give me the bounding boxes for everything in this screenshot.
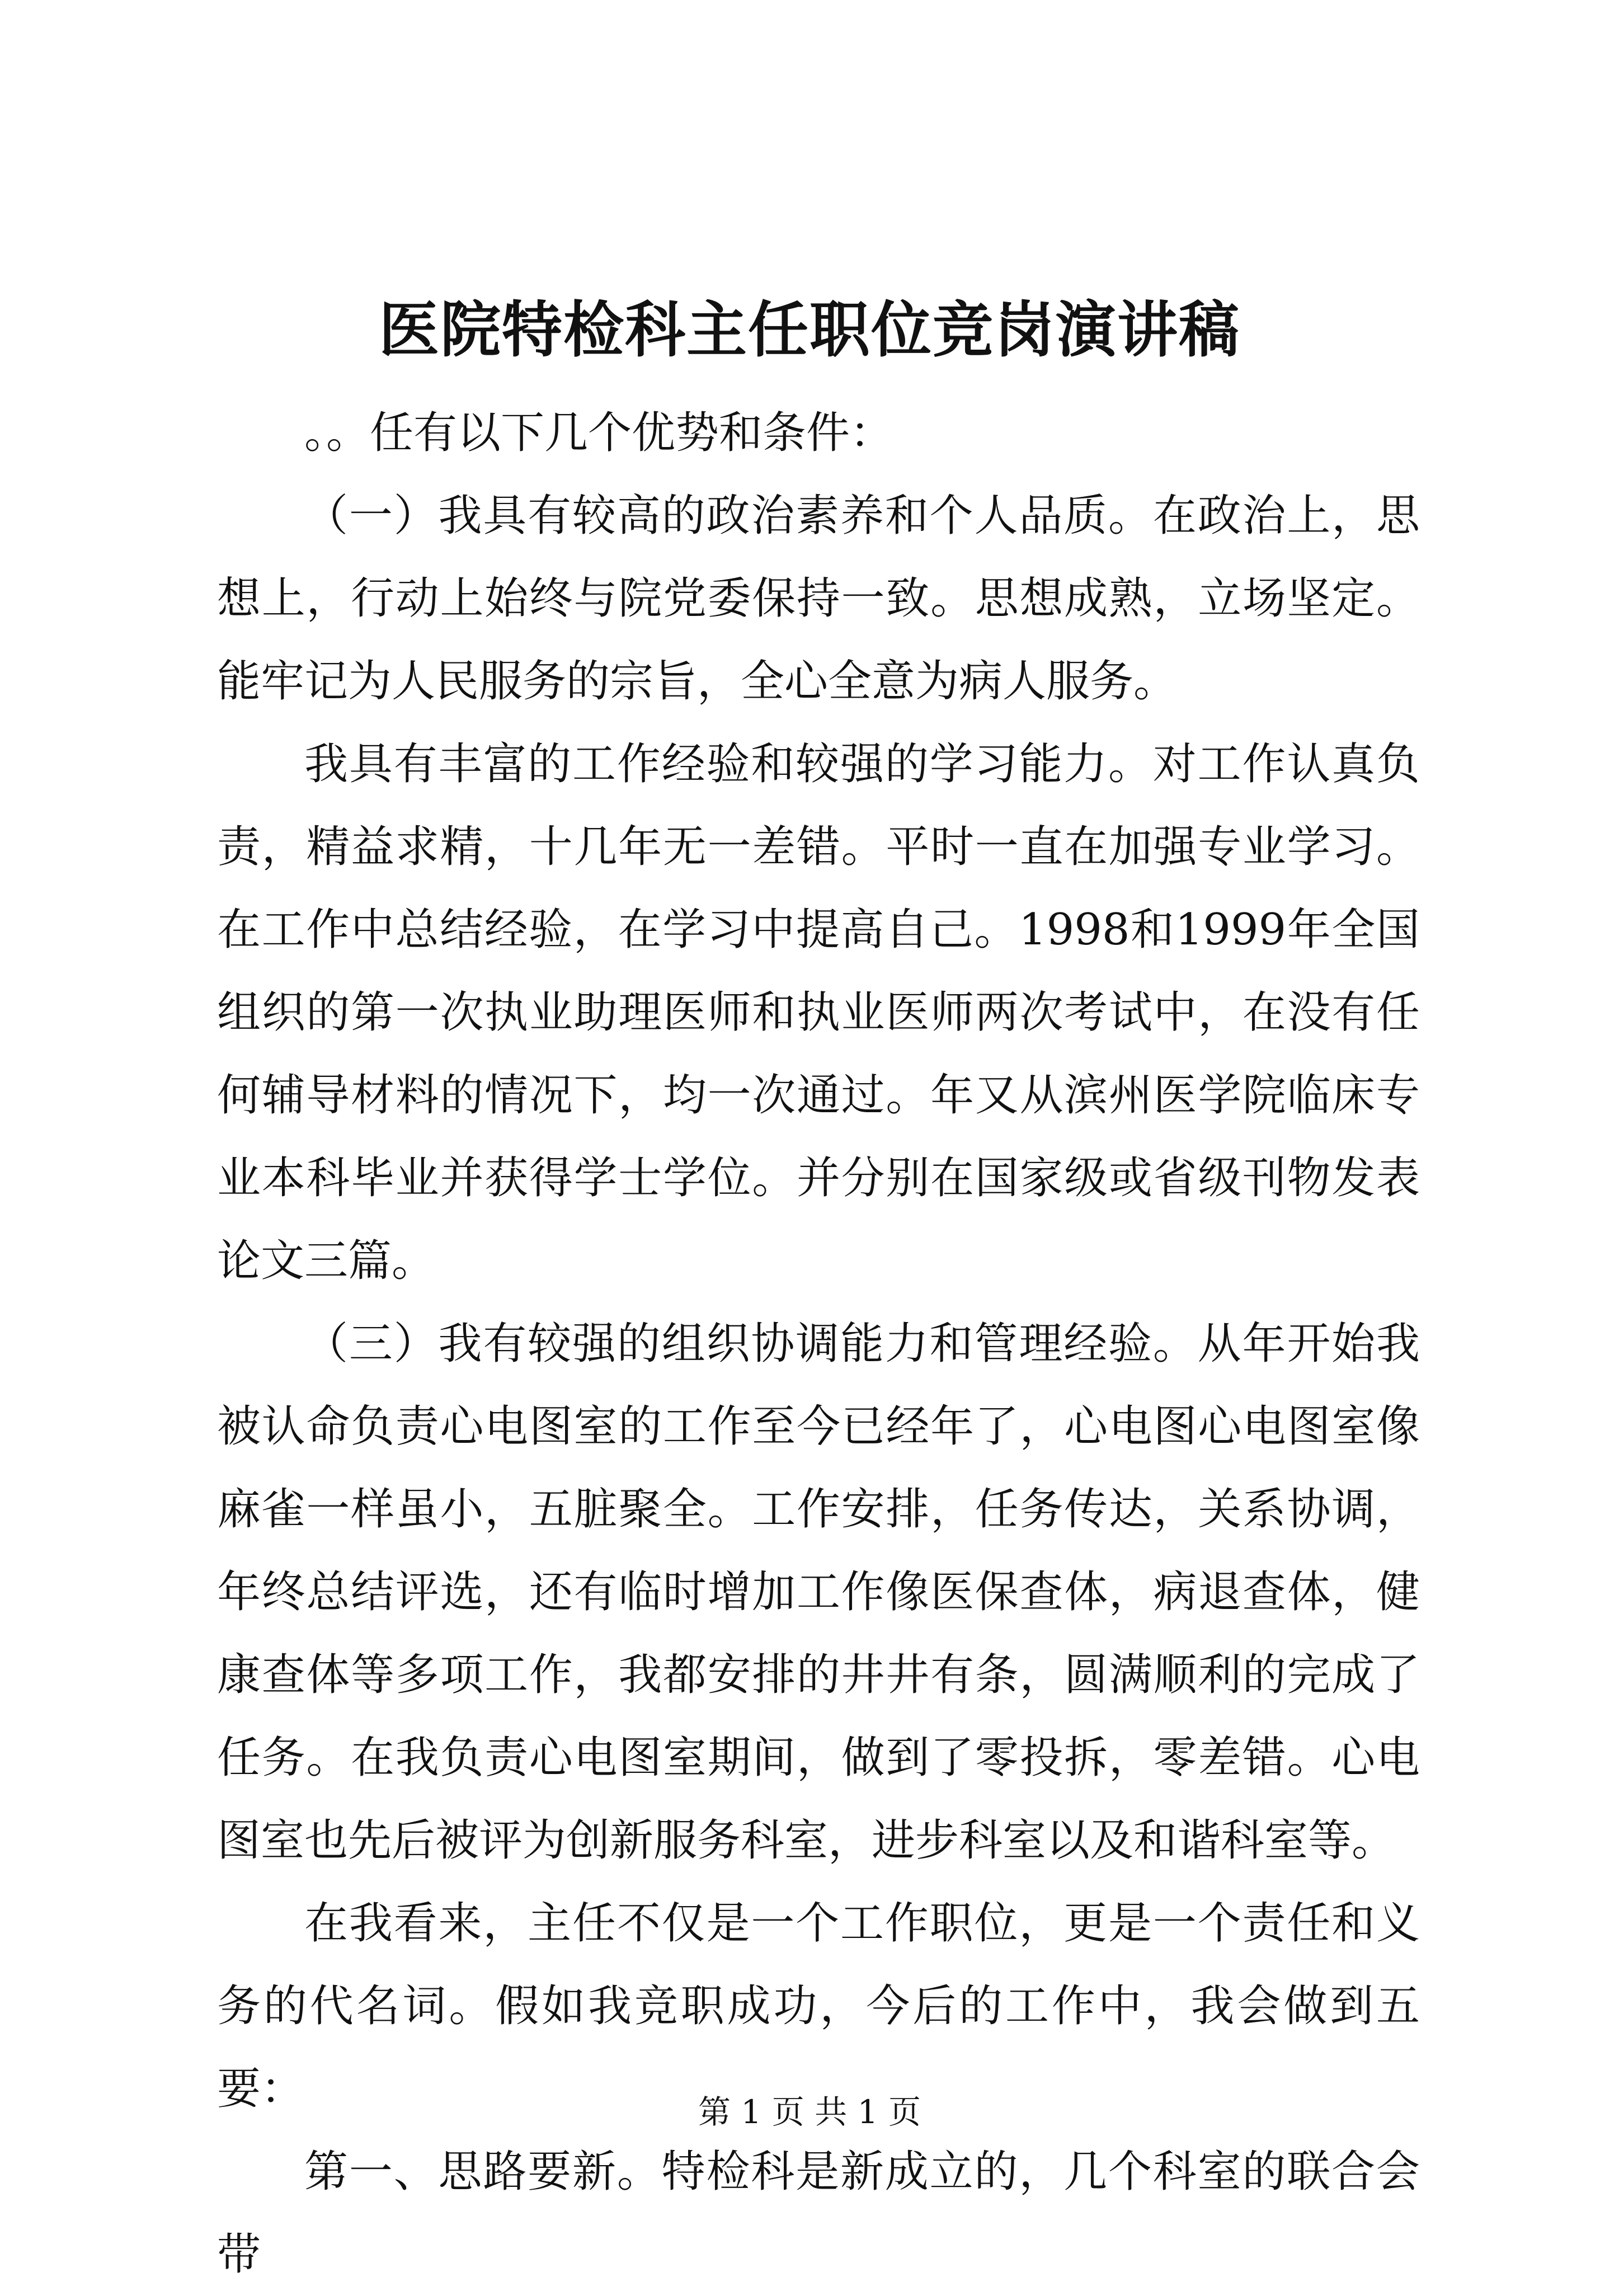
paragraph: 第一、思路要新。特检科是新成立的，几个科室的联合会带: [217, 2147, 1420, 2280]
document-title: 医院特检科主任职位竞岗演讲稿: [378, 295, 1240, 365]
document-body: [217, 392, 1420, 2296]
page-footer: 第 1 页 共 1 页: [698, 2093, 921, 2131]
paragraph: 。。任有以下几个优势和条件：: [304, 408, 894, 458]
paragraph: 我具有丰富的工作经验和较强的学习能力。对工作认真负责，精益求精，十几年无一差错。平时一直在加强专业学习。在工作中总结经验，在学习中提高自己。1998和1999年全国组织的第一次执业助理医师和执业医师两次考试中，在没有任何辅导材料的情况下，均一次通过。年又从滨州医学院临床专业本科毕业并获得学士学位。并分别在国家级或省级刊物发表论文三篇。: [217, 739, 1420, 1286]
paragraph: 在我看来，主任不仅是一个工作职位，更是一个责任和义务的代名词。假如我竞职成功，今后的工作中，我会做到五要：: [217, 1898, 1420, 2114]
paragraph: （一）我具有较高的政治素养和个人品质。在政治上，思想上，行动上始终与院党委保持一致。思想成熟，立场坚定。能牢记为人民服务的宗旨，全心全意为病人服务。: [217, 491, 1420, 707]
paragraph: （三）我有较强的组织协调能力和管理经验。从年开始我被认命负责心电图室的工作至今已经年了，心电图心电图室像麻雀一样虽小，五脏聚全。工作安排，任务传达，关系协调，年终总结评选，还有临时增加工作像医保查体，病退查体，健康查体等多项工作，我都安排的井井有条，圆满顺利的完成了任务。在我负责心电图室期间，做到了零投拆，零差错。心电图室也先后被评为创新服务科室，进步科室以及和谐科室等。: [217, 1319, 1420, 1866]
